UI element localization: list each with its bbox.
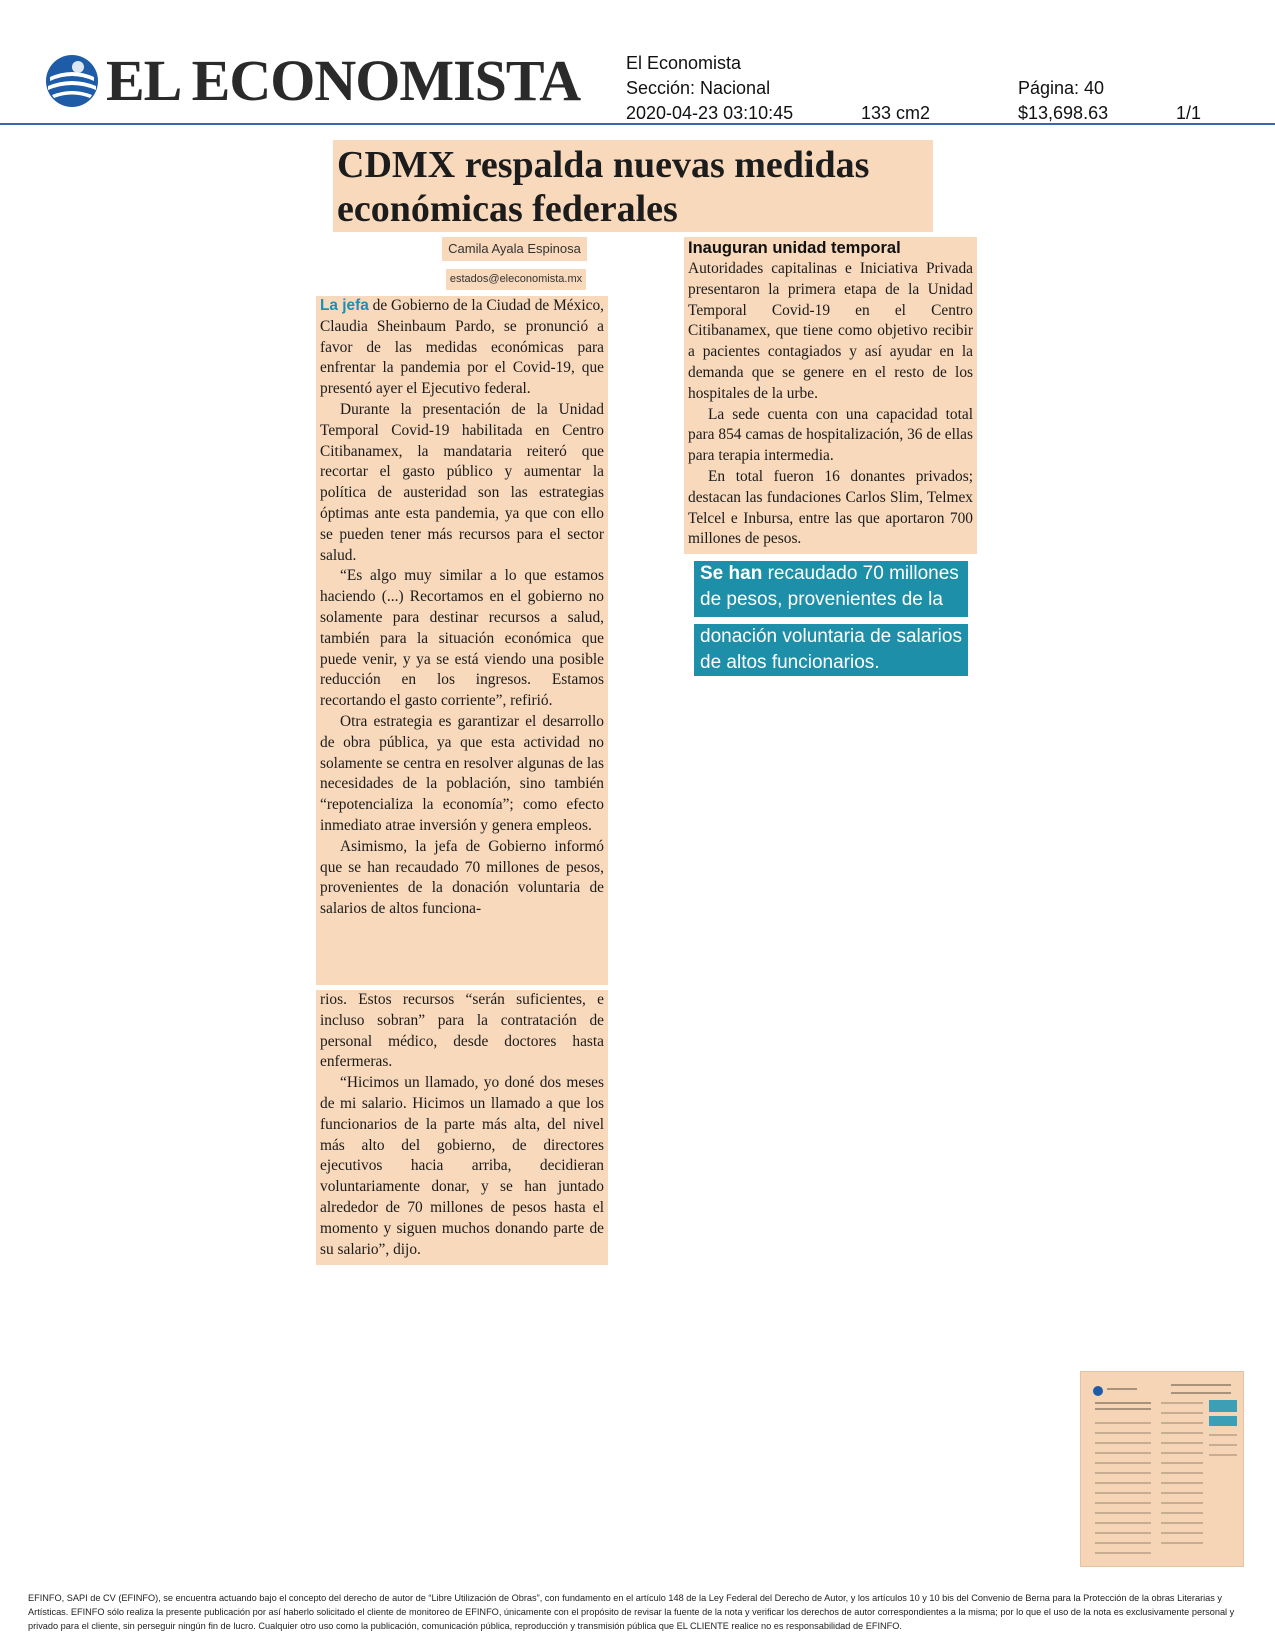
- publication-datetime: 2020-04-23 03:10:45: [626, 103, 794, 123]
- globe-logo-icon: [44, 53, 100, 109]
- pull-quote-line: de altos funcionarios.: [700, 652, 880, 673]
- page-fraction: 1/1: [1176, 103, 1202, 123]
- pull-quote-line: donación voluntaria de salarios: [700, 626, 962, 647]
- page-thumbnail: [1080, 1371, 1244, 1567]
- copyright-disclaimer: EFINFO, SAPI de CV (EFINFO), se encuentra actuando bajo el concepto del derecho de autor de “Libre Utilización de Obras”, con fundamento en el artículo 148 de la Ley Federal del Derecho de Autor, y los artículos 10 y 10 bis del Convenio de Berna para la Protección de la obras Literarias y Artísticas. EFINFO sólo realiza la presente publicación por así haberlo solicitado el cliente de monitoreo de EFINFO, únicamente con el propósito de revisar la fuente de la nota y verificar los derechos de autor correspondientes a la misma; por lo que el uso de la nota es exclusivamente personal y privado para el cliente, sin perseguir ningún fin de lucro. Cualquier otro uso como la publicación, comunicación pública, reproducción y transmisión pública que EL CLIENTE realice no es responsabilidad de EFINFO.: [28, 1593, 1235, 1631]
- paragraph: La sede cuenta con una capacidad total para 854 camas de hospitalización, 36 de ellas para terapia intermedia.: [688, 405, 973, 465]
- headline-line-2: económicas federales: [337, 188, 678, 230]
- article-headline: [333, 140, 933, 232]
- logo-wordmark: EL ECONOMISTA: [106, 48, 581, 113]
- paragraph: En total fueron 16 donantes privados; destacan las fundaciones Carlos Slim, Telmex Telcel e Inbursa, entre las que aportaron 700 millones de pesos.: [688, 467, 973, 548]
- publication-name: El Economista: [626, 53, 742, 73]
- paragraph: Otra estrategia es garantizar el desarrollo de obra pública, ya que esta actividad no solamente se centra en resolver algunas de las necesidades de la población, sino también “repotencializa la economía”; como efecto inmediato atrae inversión y genera empleos.: [320, 712, 604, 834]
- headline-line-1: CDMX respalda nuevas medidas: [337, 144, 870, 186]
- author-email: estados@eleconomista.mx: [446, 269, 586, 290]
- paragraph: “Hicimos un llamado, yo doné dos meses de mi salario. Hicimos un llamado a que los funcionarios de la parte más alta, del nivel más alto del gobierno, de directores ejecutivos hacia arriba, decidieran voluntariamente donar, y se han juntado alrededor de 70 millones de pesos hasta el momento y siguen muchos donando parte de su salario”, dijo.: [320, 1074, 604, 1258]
- section-label: Sección: Nacional: [626, 78, 771, 98]
- article-author: Camila Ayala Espinosa: [442, 237, 587, 261]
- paragraph: rios. Estos recursos “serán suficientes, e incluso sobran” para la contratación de personal médico, desde doctores hasta enfermeras.: [320, 991, 604, 1071]
- article-column-1a: [316, 296, 608, 985]
- article-column-2: [684, 237, 977, 554]
- paragraph: Autoridades capitalinas e Iniciativa Privada presentaron la primera etapa de la Unidad Temporal Covid-19 en el Centro Citibanamex, que tiene como objetivo recibir a pacientes contagiados y así ayudar en la demanda que se genere en el resto de los hospitales de la urbe.: [688, 260, 973, 402]
- pull-quote-bold: Se han: [700, 563, 763, 584]
- pull-quote-part-2: [694, 624, 968, 676]
- lead-word: La jefa: [320, 297, 369, 314]
- paragraph: Asimismo, la jefa de Gobierno informó que se han recaudado 70 millones de pesos, provenientes de la donación voluntaria de salarios de altos funciona-: [320, 837, 604, 918]
- ad-value: $13,698.63: [1018, 103, 1109, 123]
- paragraph: Durante la presentación de la Unidad Temporal Covid-19 habilitada en Centro Citibanamex, la mandataria reiteró que recortar el gasto público y aumentar la política de austeridad son las estrategias óptimas ante esta pandemia, ya que con ello se pueden tener más recursos para el sector salud.: [320, 400, 604, 564]
- publication-logo: [44, 48, 581, 113]
- pull-quote-text: recaudado 70 millones: [762, 563, 959, 584]
- paragraph: [320, 296, 604, 400]
- pull-quote-part-1: [694, 561, 968, 617]
- paragraph: “Es algo muy similar a lo que estamos haciendo (...) Recortamos en el gobierno no solamente para destinar recursos a salud, también para la situación económica que puede venir, y ya se está viendo una posible reducción en los ingresos. Estamos recortando el gasto corriente”, refirió.: [320, 567, 604, 710]
- page-number: Página: 40: [1018, 78, 1105, 98]
- article-column-1b: [316, 990, 608, 1265]
- header-rule: [0, 123, 1275, 125]
- section-subhead: Inauguran unidad temporal: [688, 239, 901, 257]
- article-area: 133 cm2: [861, 103, 931, 123]
- pull-quote-line: de pesos, provenientes de la: [700, 589, 943, 610]
- paragraph-text: de Gobierno de la Ciudad de México, Claudia Sheinbaum Pardo, se pronunció a favor de las medidas económicas para enfrentar la pandemia por el Covid-19, que presentó ayer el Ejecutivo federal.: [320, 297, 604, 398]
